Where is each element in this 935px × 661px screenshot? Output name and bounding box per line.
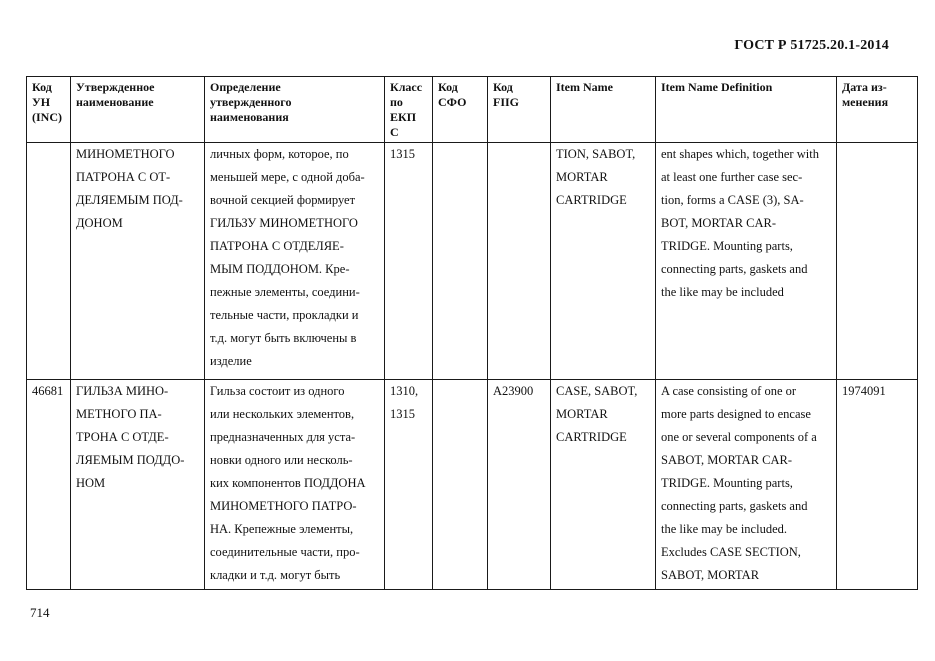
column-header-class: Класс по ЕКП С	[385, 77, 433, 143]
table-header-row	[27, 77, 918, 143]
cell-item-name-definition: A case consisting of one or more parts designed to encase one or several components of a SABOT, MORTAR CAR- TRIDGE. Mounting parts, connecting parts, gaskets and the like may be included. Excludes CASE SECTION, SABOT, MORTAR	[656, 380, 837, 590]
column-header-fiig: Код FIIG	[488, 77, 551, 143]
column-header-item-name-definition: Item Name Definition	[656, 77, 837, 143]
cell-sfo	[433, 380, 488, 590]
column-header-item-name: Item Name	[551, 77, 656, 143]
cell-definition: личных форм, которое, по меньшей мере, с одной доба- вочной секцией формирует ГИЛЬЗУ МИНОМЕТНОГО ПАТРОНА С ОТДЕЛЯЕ- МЫМ ПОДДОНОМ. Кре- пежные элементы, соедини- тельные части, прокладки и т.д. могут быть включены в изделие	[205, 143, 385, 380]
cell-definition: Гильза состоит из одного или нескольких элементов, предназначенных для уста- новки одного или несколь- ких компонентов ПОДДОНА МИНОМЕТНОГО ПАТРО- НА. Крепежные элементы, соединительные части, про- кладки и т.д. могут быть	[205, 380, 385, 590]
cell-inc	[27, 143, 71, 380]
cell-fiig	[488, 143, 551, 380]
column-header-approved-name: Утвержденное наименование	[71, 77, 205, 143]
cell-change-date	[837, 143, 918, 380]
cell-class: 1310, 1315	[385, 380, 433, 590]
table-row	[27, 380, 918, 590]
document-standard-code: ГОСТ Р 51725.20.1-2014	[734, 38, 889, 53]
column-header-definition: Определение утвержденного наименования	[205, 77, 385, 143]
cell-approved-name: ГИЛЬЗА МИНО- МЕТНОГО ПА- ТРОНА С ОТДЕ- ЛЯЕМЫМ ПОДДО- НОМ	[71, 380, 205, 590]
column-header-sfo: Код СФО	[433, 77, 488, 143]
cell-inc: 46681	[27, 380, 71, 590]
cell-approved-name: МИНОМЕТНОГО ПАТРОНА С ОТ- ДЕЛЯЕМЫМ ПОД- ДОНОМ	[71, 143, 205, 380]
cell-class: 1315	[385, 143, 433, 380]
cell-sfo	[433, 143, 488, 380]
page-number: 714	[30, 605, 50, 620]
table-row	[27, 143, 918, 380]
cell-change-date: 1974091	[837, 380, 918, 590]
column-header-inc: Код УН (INC)	[27, 77, 71, 143]
column-header-change-date: Дата из- менения	[837, 77, 918, 143]
cell-item-name-definition: ent shapes which, together with at least one further case sec- tion, forms a CASE (3), SA- BOT, MORTAR CAR- TRIDGE. Mounting parts, connecting parts, gaskets and the like may be included	[656, 143, 837, 380]
cell-item-name: TION, SABOT, MORTAR CARTRIDGE	[551, 143, 656, 380]
nomenclature-table	[26, 76, 918, 590]
cell-fiig: A23900	[488, 380, 551, 590]
cell-item-name: CASE, SABOT, MORTAR CARTRIDGE	[551, 380, 656, 590]
